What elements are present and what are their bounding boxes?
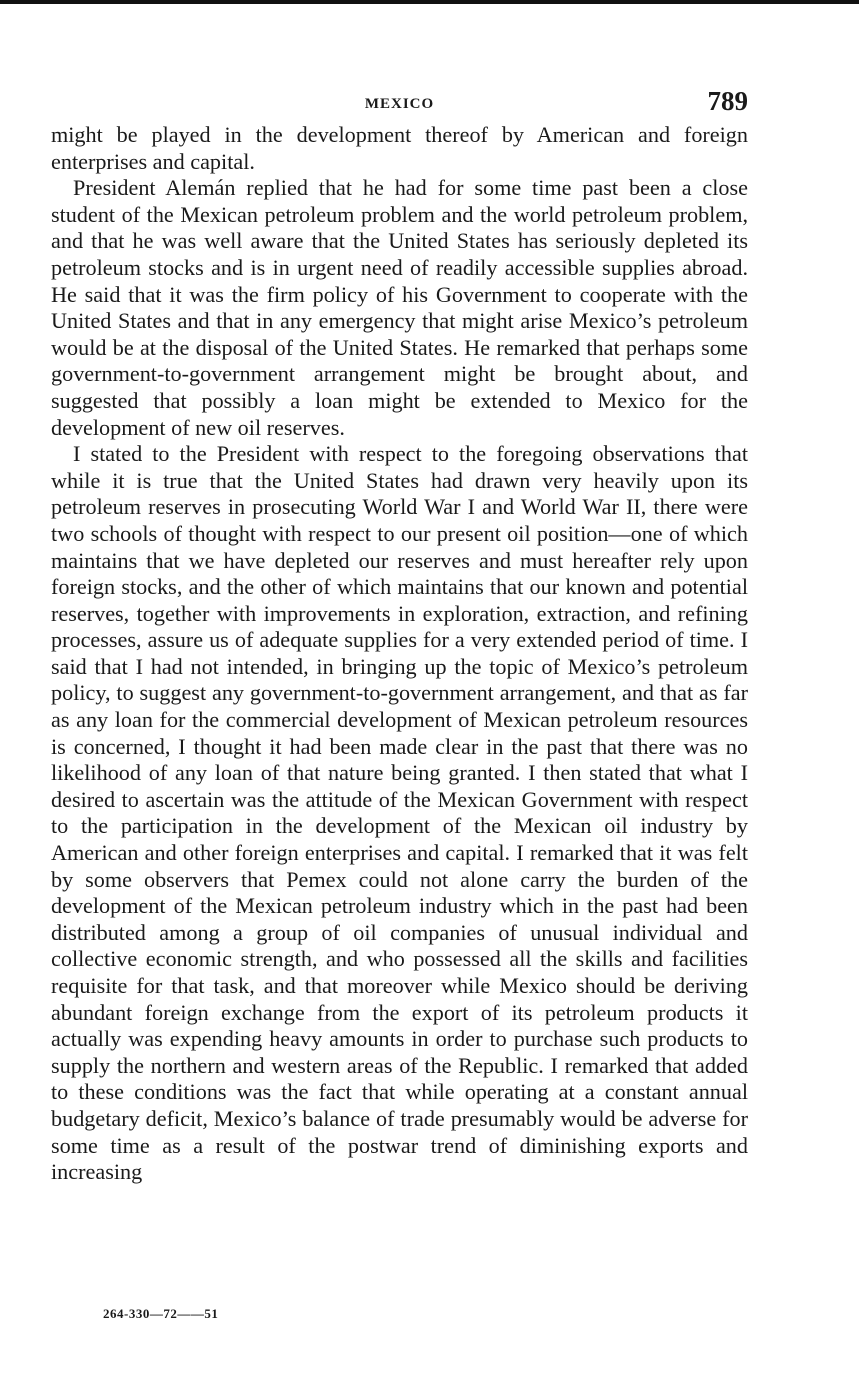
print-code-footer: 264-330—72——51: [103, 1306, 219, 1321]
paragraph-statement-to-president: I stated to the President with respect to the foregoing observations that while it is true that the United States had drawn very heavily upon its petroleum reserves in prosecuting World War I and World War II, there were two schools of thought with respect to our present oil position—one of which maintains that we have depleted our reserves and must hereafter rely upon foreign stocks, and the other of which maintains that our known and potential reserves, together with improvements in exploration, extraction, and refining processes, assure us of adequate supplies for a very extended period of time. I said that I had not intended, in bringing up the topic of Mexico’s petroleum policy, to suggest any government-to-government arrangement, and that as far as any loan for the commercial development of Mexican petroleum resources is concerned, I thought it had been made clear in the past that there was no likelihood of any loan of that nature being granted. I then stated that what I desired to ascertain was the attitude of the Mexican Government with respect to the participation in the development of the Mexican oil industry by American and other foreign enterprises and capital. I remarked that it was felt by some observers that Pemex could not alone carry the burden of the development of the Mexican petroleum industry which in the past had been distributed among a group of oil companies of unusual individual and collective economic strength, and who possessed all the skills and facilities requisite for that task, and that moreover while Mexico should be deriving abundant foreign exchange from the export of its petroleum products it actually was expending heavy amounts in order to purchase such products to supply the northern and western areas of the Republic. I remarked that added to these conditions was the fact that while operating at a constant annual budgetary deficit, Mexico’s balance of trade presumably would be adverse for some time as a result of the postwar trend of diminishing exports and increasing: [51, 441, 748, 1185]
paragraph-aleman-reply: President Alemán replied that he had for some time past been a close student of the Mexican petroleum problem and the world petroleum problem, and that he was well aware that the United States has seriously depleted its petroleum stocks and is in urgent need of readily accessible supplies abroad. He said that it was the firm policy of his Government to cooperate with the United States and that in any emergency that might arise Mexico’s petroleum would be at the disposal of the United States. He remarked that perhaps some government-to-government arrangement might be brought about, and suggested that possibly a loan might be extended to Mexico for the development of new oil reserves.: [51, 175, 748, 440]
top-border-rule: [0, 0, 859, 4]
running-title: MEXICO: [364, 96, 435, 112]
running-header: [51, 86, 748, 122]
document-page: [51, 86, 748, 1186]
body-text: [51, 122, 748, 1186]
page-number: 789: [707, 86, 748, 116]
paragraph-continuation: might be played in the development thereof by American and foreign enterprises and capital.: [51, 122, 748, 174]
